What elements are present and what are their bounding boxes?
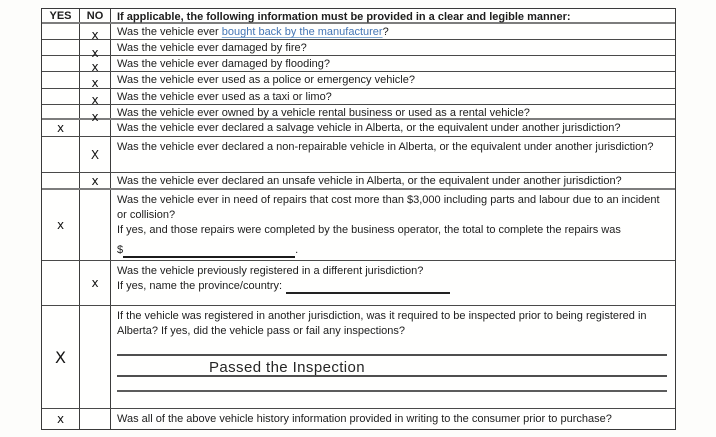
yes-cell[interactable] — [42, 24, 80, 39]
handwritten-answer: Passed the Inspection — [209, 359, 365, 376]
inspection-answer-line-1[interactable] — [117, 354, 667, 356]
question-text — [111, 24, 675, 39]
province-country-blank[interactable] — [286, 283, 450, 294]
question-text: Was the vehicle ever declared an unsafe vehicle in Alberta, or the equivalent under another jurisdiction? — [117, 175, 622, 187]
row-non-repairable — [42, 137, 675, 173]
prev-registered-followup-line — [117, 279, 670, 294]
yes-column-header: YES — [42, 9, 80, 22]
yes-cell[interactable] — [42, 306, 80, 408]
yes-cell[interactable] — [42, 409, 80, 429]
question-text: Was the vehicle ever damaged by flooding? — [117, 58, 330, 70]
yes-cell[interactable] — [42, 137, 80, 172]
inspection-answer-line-2[interactable] — [117, 357, 667, 377]
amount-period: . — [295, 244, 299, 256]
vehicle-history-form-table — [41, 8, 676, 430]
no-mark: x — [91, 173, 99, 188]
question-prefix: Was the vehicle ever — [117, 26, 222, 38]
row-unsafe — [42, 173, 675, 190]
yes-cell[interactable] — [42, 120, 80, 136]
no-cell[interactable] — [80, 261, 111, 305]
no-mark: x — [91, 276, 99, 290]
yes-mark: X — [55, 347, 66, 367]
question-text: Was the vehicle ever used as a taxi or limo? — [117, 91, 332, 103]
no-column-header: NO — [80, 9, 111, 22]
no-cell[interactable] — [80, 72, 111, 88]
question-text — [111, 190, 675, 260]
no-mark: x — [91, 92, 99, 107]
no-cell[interactable] — [80, 89, 111, 107]
question-text — [111, 306, 675, 408]
prev-registered-question: Was the vehicle previously registered in a different jurisdiction? — [117, 265, 424, 277]
question-text: Was the vehicle ever declared a salvage vehicle in Alberta, or the equivalent under another jurisdiction? — [117, 122, 621, 134]
row-rental — [42, 105, 675, 124]
no-cell[interactable] — [80, 137, 111, 172]
question-text: Was all of the above vehicle history information provided in writing to the consumer prior to purchase? — [117, 413, 612, 425]
yes-cell[interactable] — [42, 40, 80, 55]
inspection-question: If the vehicle was registered in another jurisdiction, was it required to be inspected prior to being registered in Alberta? If yes, did the vehicle pass or fail any inspections? — [117, 310, 647, 337]
row-repairs-3000 — [42, 190, 675, 261]
no-mark: x — [91, 45, 99, 60]
yes-mark: x — [56, 121, 65, 135]
no-cell[interactable] — [80, 409, 111, 429]
yes-cell[interactable] — [42, 89, 80, 104]
instruction-header: If applicable, the following information must be provided in a clear and legible manner: — [117, 11, 571, 23]
manufacturer-buyback-link[interactable]: bought back by the manufacturer — [221, 26, 383, 38]
no-mark: x — [91, 27, 99, 42]
province-country-label: If yes, name the province/country: — [117, 280, 283, 292]
no-mark: x — [91, 109, 99, 124]
row-written-disclosure — [42, 409, 675, 429]
yes-cell[interactable] — [42, 261, 80, 305]
no-cell[interactable] — [80, 306, 111, 408]
question-text: Was the vehicle ever declared a non-repairable vehicle in Alberta, or the equivalent under another jurisdiction? — [117, 141, 654, 153]
row-bought-back — [42, 24, 675, 40]
repairs-amount-line — [117, 243, 670, 258]
no-mark: x — [91, 76, 99, 90]
row-fire — [42, 40, 675, 60]
inspection-answer-line-3[interactable] — [117, 390, 667, 392]
row-flooding — [42, 56, 675, 72]
question-text: Was the vehicle ever used as a police or emergency vehicle? — [117, 74, 415, 86]
no-mark: x — [91, 59, 99, 74]
yes-mark: x — [56, 412, 65, 426]
yes-cell[interactable] — [42, 72, 80, 88]
header-row — [42, 9, 675, 24]
question-suffix: ? — [382, 26, 389, 38]
row-previous-jurisdiction — [42, 261, 675, 306]
question-text: Was the vehicle ever damaged by fire? — [117, 42, 307, 54]
repairs-followup: If yes, and those repairs were completed by the business operator, the total to complete the repairs was — [117, 224, 621, 236]
row-police-emergency — [42, 72, 675, 89]
no-cell[interactable] — [80, 105, 111, 124]
yes-cell[interactable] — [42, 190, 80, 260]
yes-cell[interactable] — [42, 56, 80, 71]
row-taxi-limo — [42, 89, 675, 105]
yes-cell[interactable] — [42, 173, 80, 188]
no-cell[interactable] — [80, 40, 111, 60]
dollar-sign: $ — [117, 244, 124, 256]
no-cell[interactable] — [80, 190, 111, 260]
row-salvage — [42, 120, 675, 137]
no-cell[interactable] — [80, 24, 111, 42]
yes-mark: x — [56, 218, 65, 232]
question-text — [111, 261, 675, 305]
repair-amount-blank[interactable] — [123, 247, 295, 258]
no-mark: X — [90, 147, 100, 162]
repairs-question: Was the vehicle ever in need of repairs that cost more than $3,000 including parts and labour due to an incident or collision? — [117, 194, 660, 221]
no-cell[interactable] — [80, 173, 111, 188]
question-text: Was the vehicle ever owned by a vehicle rental business or used as a rental vehicle? — [117, 107, 530, 119]
row-inspection — [42, 306, 675, 409]
yes-cell[interactable] — [42, 105, 80, 118]
